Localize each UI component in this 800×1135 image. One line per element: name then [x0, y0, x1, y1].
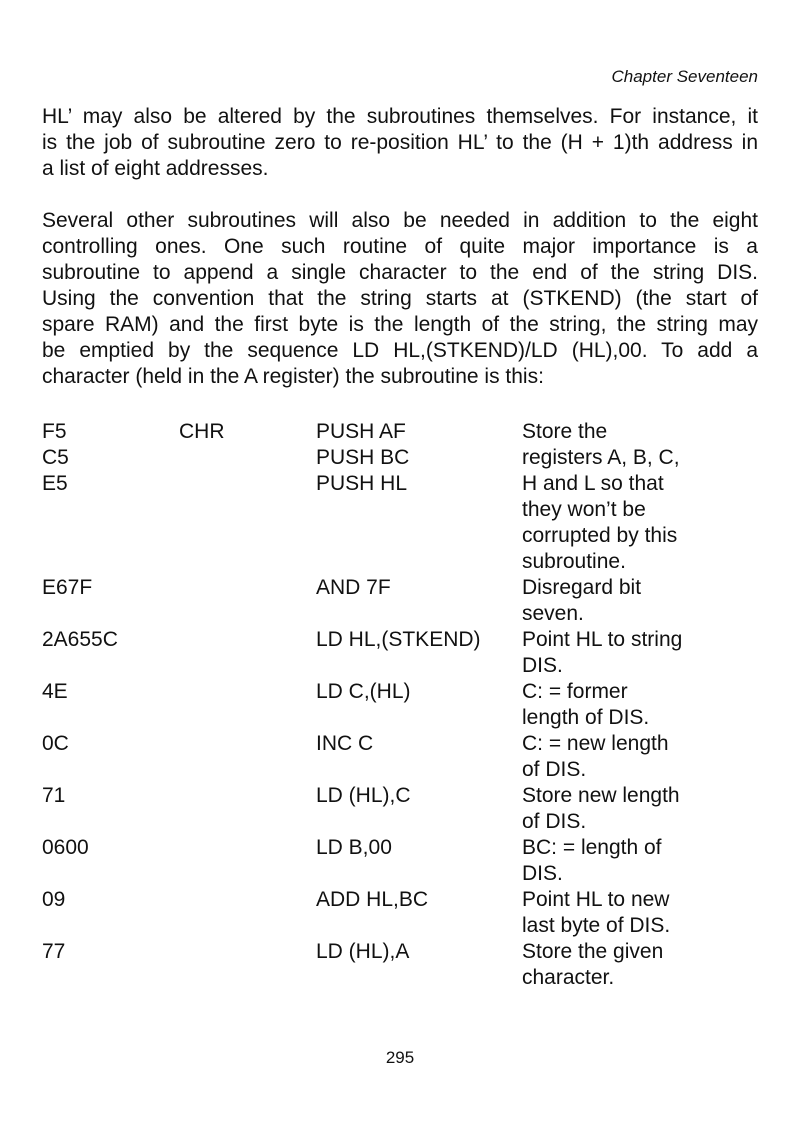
hex-code: 09	[42, 888, 66, 911]
paragraph-line: subroutine to append a single character to the end of the string DIS.	[42, 261, 758, 284]
page-number: 295	[385, 1048, 415, 1067]
comment-line: Point HL to new	[522, 888, 670, 911]
instruction: LD C,(HL)	[316, 680, 411, 703]
hex-code: 2A655C	[42, 628, 118, 651]
comment	[522, 835, 758, 887]
paragraph-1	[42, 104, 758, 182]
comment-line: corrupted by this	[522, 524, 678, 547]
comment-line: BC: = length of	[522, 836, 662, 859]
paragraph-line: be emptied by the sequence LD HL,(STKEND)/LD (HL),00. To add a	[42, 339, 758, 362]
instruction: PUSH AF	[316, 420, 406, 443]
comment-line: last byte of DIS.	[522, 914, 671, 937]
listing-row	[42, 419, 758, 445]
paragraph-line: is the job of subroutine zero to re-position HL’ to the (H + 1)th address in	[42, 131, 758, 154]
listing-row	[42, 835, 758, 887]
paragraph-line: a list of eight addresses.	[42, 157, 269, 180]
instruction: LD (HL),A	[316, 940, 410, 963]
listing-row	[42, 627, 758, 679]
instruction: ADD HL,BC	[316, 888, 429, 911]
comment	[522, 939, 758, 991]
paragraph-line: spare RAM) and the first byte is the length of the string, the string may	[42, 313, 758, 336]
paragraph-line: controlling ones. One such routine of quite major importance is a	[42, 235, 758, 258]
comment-line: H and L so that	[522, 472, 664, 495]
listing-row	[42, 731, 758, 783]
hex-code: E5	[42, 472, 68, 495]
label: CHR	[179, 420, 225, 443]
comment-line: seven.	[522, 602, 584, 625]
comment	[522, 783, 758, 835]
instruction: LD HL,(STKEND)	[316, 628, 481, 651]
instruction: AND 7F	[316, 576, 391, 599]
hex-code: C5	[42, 446, 69, 469]
comment-line: Store the given	[522, 940, 664, 963]
hex-code: F5	[42, 420, 67, 443]
comment-line: of DIS.	[522, 758, 587, 781]
hex-code: 71	[42, 784, 66, 807]
hex-code: 0600	[42, 836, 89, 859]
instruction: PUSH BC	[316, 446, 410, 469]
hex-code: E67F	[42, 576, 93, 599]
comment-line: DIS.	[522, 862, 563, 885]
comment	[522, 627, 758, 679]
comment	[522, 731, 758, 783]
listing-row	[42, 471, 758, 575]
instruction: LD (HL),C	[316, 784, 411, 807]
listing-row	[42, 939, 758, 991]
listing-row	[42, 575, 758, 627]
instruction: LD B,00	[316, 836, 392, 859]
comment-line: C: = former	[522, 680, 628, 703]
listing-row	[42, 887, 758, 939]
comment	[522, 575, 758, 627]
comment	[522, 887, 758, 939]
hex-code: 0C	[42, 732, 69, 755]
comment-line: registers A, B, C,	[522, 446, 680, 469]
listing-row	[42, 679, 758, 731]
chapter-header: Chapter Seventeen	[611, 67, 758, 86]
comment-line: Store new length	[522, 784, 680, 807]
comment	[522, 471, 758, 575]
paragraph-line: Using the convention that the string starts at (STKEND) (the start of	[42, 287, 758, 310]
listing-row	[42, 783, 758, 835]
comment	[522, 445, 758, 471]
paragraph-line: HL’ may also be altered by the subroutines themselves. For instance, it	[42, 105, 758, 128]
hex-code: 77	[42, 940, 66, 963]
comment	[522, 419, 758, 445]
comment-line: DIS.	[522, 654, 563, 677]
comment-line: Point HL to string	[522, 628, 683, 651]
assembly-listing	[42, 419, 758, 991]
comment-line: of DIS.	[522, 810, 587, 833]
listing-row	[42, 445, 758, 471]
comment	[522, 679, 758, 731]
instruction: PUSH HL	[316, 472, 408, 495]
comment-line: character.	[522, 966, 615, 989]
paragraph-line: character (held in the A register) the subroutine is this:	[42, 365, 544, 388]
comment-line: Disregard bit	[522, 576, 642, 599]
comment-line: they won’t be	[522, 498, 646, 521]
comment-line: length of DIS.	[522, 706, 650, 729]
instruction: INC C	[316, 732, 374, 755]
comment-line: Store the	[522, 420, 608, 443]
hex-code: 4E	[42, 680, 68, 703]
paragraph-2	[42, 208, 758, 390]
comment-line: C: = new length	[522, 732, 669, 755]
comment-line: subroutine.	[522, 550, 626, 573]
paragraph-line: Several other subroutines will also be needed in addition to the eight	[42, 209, 758, 232]
